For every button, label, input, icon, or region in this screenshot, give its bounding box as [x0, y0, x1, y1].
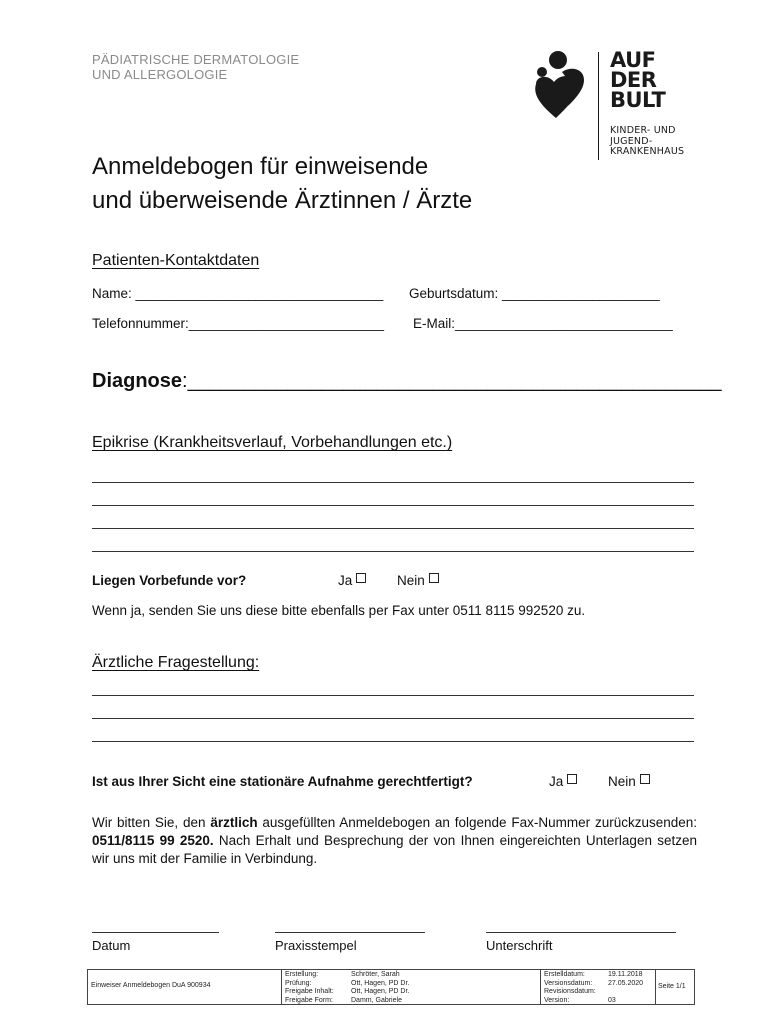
name-field[interactable]: Name: _________________________________ [92, 286, 384, 301]
logo-wordmark [610, 50, 665, 110]
epikrise-line-1[interactable] [92, 482, 694, 483]
findings-no-label: Nein [397, 573, 425, 588]
findings-fax-note: Wenn ja, senden Sie uns diese bitte ebenfalls per Fax unter 0511 8115 992520 zu. [92, 603, 586, 618]
clinical-question-line-2[interactable] [92, 718, 694, 719]
footer-role: Prüfung: [285, 979, 312, 987]
family-heart-icon [532, 50, 596, 120]
footer-dates-cell [541, 970, 656, 1004]
findings-no-option[interactable] [397, 573, 439, 588]
footer-name: Ott, Hagen, PD Dr. [351, 979, 410, 987]
footer-date-value: 19.11.2018 [608, 971, 643, 978]
clinical-question-heading: Ärztliche Fragestellung: [92, 654, 260, 671]
footer-date-label: Erstelldatum: [544, 971, 585, 978]
findings-yes-option[interactable] [338, 573, 366, 588]
admission-yes-label: Ja [549, 774, 564, 789]
findings-no-checkbox[interactable] [429, 573, 439, 583]
signature-line[interactable] [486, 932, 676, 933]
request-fax-number: 0511/8115 99 2520. [92, 833, 214, 848]
request-bold-1: ärztlich [210, 815, 258, 830]
logo-subtitle [610, 126, 684, 158]
admission-question: Ist aus Ihrer Sicht eine stationäre Aufnahme gerechtfertigt? [92, 774, 473, 789]
footer-roles [285, 971, 334, 1005]
footer-date-values [608, 971, 643, 1005]
epikrise-line-2[interactable] [92, 505, 694, 506]
footer-names [351, 971, 409, 1005]
clinical-question-line-1[interactable] [92, 695, 694, 696]
logo-word-2: DER [610, 68, 657, 92]
phone-field[interactable]: Telefonnummer:__________________________ [92, 316, 385, 331]
request-text-1: Wir bitten Sie, den [92, 815, 211, 830]
footer-date-label: Revisionsdatum: [544, 988, 596, 995]
epikrise-line-4[interactable] [92, 551, 694, 552]
clinical-question-line-3[interactable] [92, 741, 694, 742]
diagnosis-line[interactable]: :________________________________________________ [182, 370, 722, 392]
footer-date-label: Version: [544, 996, 570, 1004]
footer-doc-cell [88, 970, 282, 1004]
date-label: Datum [92, 938, 131, 953]
form-title-line-2: und überweisende Ärztinnen / Ärzte [92, 187, 473, 214]
request-text-3: Nach Erhalt und Besprechung der von Ihnen eingereichten Unterlagen setzen wir uns mit der Familie in Verbindung. [92, 833, 697, 866]
form-title-line-1: Anmeldebogen für einweisende [92, 153, 429, 180]
date-line[interactable] [92, 932, 219, 933]
request-text-2: ausgefüllten Anmeldebogen an folgende Fax-Nummer zurückzusenden: [257, 815, 698, 830]
epikrise-line-3[interactable] [92, 528, 694, 529]
email-field[interactable]: E-Mail:_____________________________ [413, 316, 673, 331]
findings-yes-label: Ja [338, 573, 353, 588]
admission-no-checkbox[interactable] [640, 774, 650, 784]
department-label [92, 52, 299, 82]
footer-name: Damm, Gabriele [351, 996, 402, 1004]
footer-date-label: Versionsdatum: [544, 979, 593, 987]
diagnosis-label: Diagnose [92, 370, 183, 392]
footer-approval-cell [282, 970, 541, 1004]
birthdate-field[interactable]: Geburtsdatum: _____________________ [409, 286, 660, 301]
footer-page-number: Seite 1/1 [658, 983, 686, 990]
department-line-2: UND ALLERGOLOGIE [92, 67, 228, 82]
logo-divider [598, 52, 599, 160]
request-paragraph [92, 814, 697, 868]
footer-role: Erstellung: [285, 971, 319, 978]
footer-date-value: 27.05.2020 [608, 979, 644, 987]
department-line-1: PÄDIATRISCHE DERMATOLOGIE [92, 52, 300, 67]
hospital-logo [532, 50, 702, 165]
footer-date-value [608, 988, 643, 997]
footer-date-value: 03 [608, 996, 616, 1004]
stamp-label: Praxisstempel [275, 938, 357, 953]
logo-word-1: AUF [610, 48, 656, 72]
footer-role: Freigabe Inhalt: [285, 988, 334, 995]
logo-sub-2: JUGEND- [610, 135, 653, 147]
admission-no-label: Nein [608, 774, 636, 789]
form-title [92, 150, 472, 218]
contact-heading: Patienten-Kontaktdaten [92, 252, 260, 269]
logo-word-3: BULT [610, 88, 666, 112]
epikrise-heading: Epikrise (Krankheitsverlauf, Vorbehandlungen etc.) [92, 434, 453, 451]
admission-yes-checkbox[interactable] [567, 774, 577, 784]
admission-yes-option[interactable] [549, 774, 577, 789]
findings-yes-checkbox[interactable] [356, 573, 366, 583]
diagnosis-field[interactable] [92, 370, 722, 393]
logo-sub-3: KRANKENHAUS [610, 146, 685, 157]
footer-role: Freigabe Form: [285, 996, 333, 1004]
footer-name: Ott, Hagen, PD Dr. [351, 988, 410, 995]
document-footer [87, 969, 695, 1005]
stamp-line[interactable] [275, 932, 425, 933]
footer-name: Schröter, Sarah [351, 971, 400, 978]
admission-no-option[interactable] [608, 774, 650, 789]
findings-question: Liegen Vorbefunde vor? [92, 573, 247, 588]
logo-sub-1: KINDER- UND [610, 125, 676, 136]
footer-date-labels [544, 971, 596, 1005]
footer-doc-name: Einweiser Anmeldebogen DuA 900934 [91, 982, 211, 989]
signature-label: Unterschrift [486, 938, 553, 953]
